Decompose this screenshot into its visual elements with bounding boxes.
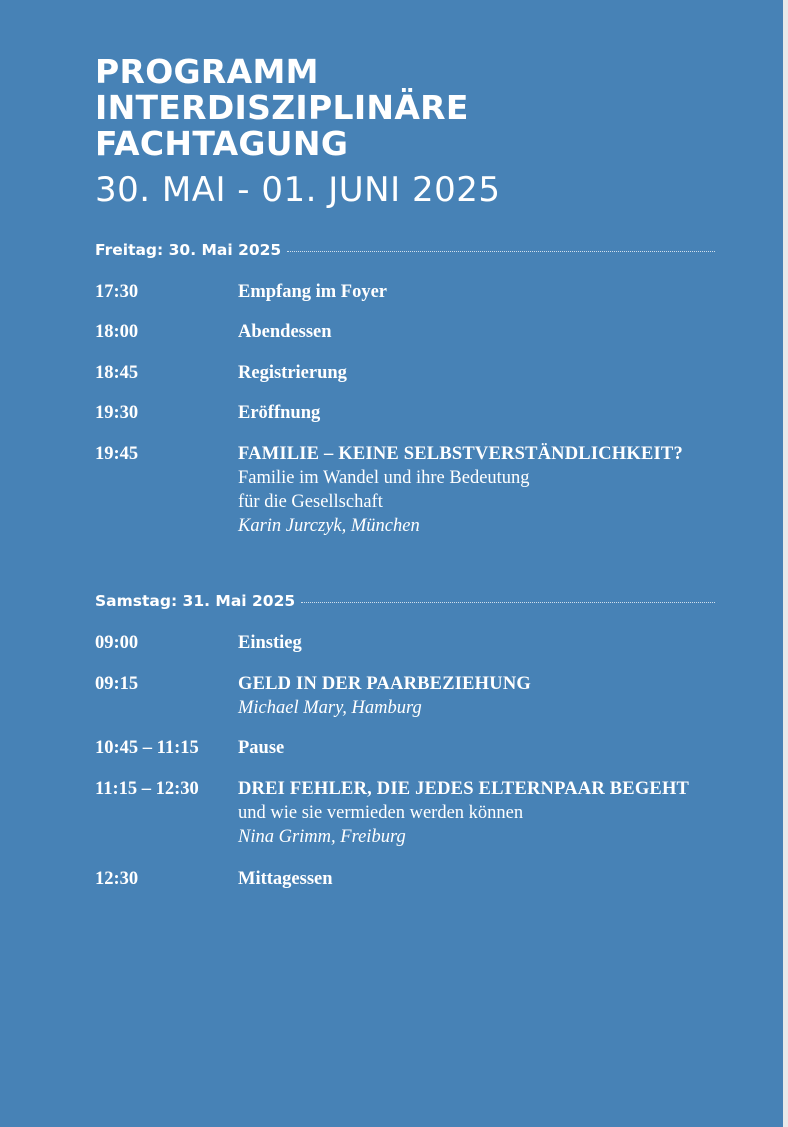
page-title [95,54,469,162]
item-title: Eröffnung [238,403,321,423]
item-speaker: Karin Jurczyk, München [238,516,420,536]
title-line: FACHTAGUNG [95,124,349,163]
item-time: 18:45 [95,363,139,383]
dotted-divider [301,602,715,603]
item-time: 19:30 [95,403,139,423]
item-time: 17:30 [95,282,139,302]
dotted-divider [287,251,715,252]
item-title: Pause [238,738,285,758]
item-subtitle: Familie im Wandel und ihre Bedeutung [238,468,530,488]
title-line: PROGRAMM [95,52,319,91]
day-header-saturday [95,590,715,612]
item-subtitle: und wie sie vermieden werden können [238,803,524,823]
item-time: 09:15 [95,674,139,694]
item-time: 10:45 – 11:15 [95,738,199,758]
day-label: Freitag: 30. Mai 2025 [95,241,282,259]
day-header-friday [95,239,715,261]
item-title: DREI FEHLER, DIE JEDES ELTERNPAAR BEGEHT [238,779,690,799]
item-title: GELD IN DER PAARBEZIEHUNG [238,674,531,694]
item-time: 11:15 – 12:30 [95,779,199,799]
item-time: 12:30 [95,869,139,889]
item-speaker: Nina Grimm, Freiburg [238,827,406,847]
item-title: Empfang im Foyer [238,282,388,302]
item-title: Abendessen [238,322,332,342]
item-title: FAMILIE – KEINE SELBSTVERSTÄNDLICHKEIT? [238,444,683,464]
item-time: 18:00 [95,322,139,342]
item-time: 09:00 [95,633,139,653]
item-speaker: Michael Mary, Hamburg [238,698,422,718]
item-title: Mittagessen [238,869,333,889]
title-line: INTERDISZIPLINÄRE [95,88,469,127]
item-subtitle: für die Gesellschaft [238,492,383,512]
page-edge [783,0,788,1127]
item-time: 19:45 [95,444,139,464]
day-label: Samstag: 31. Mai 2025 [95,592,296,610]
item-title: Einstieg [238,633,302,653]
event-dates: 30. MAI - 01. JUNI 2025 [95,170,501,210]
item-title: Registrierung [238,363,347,383]
